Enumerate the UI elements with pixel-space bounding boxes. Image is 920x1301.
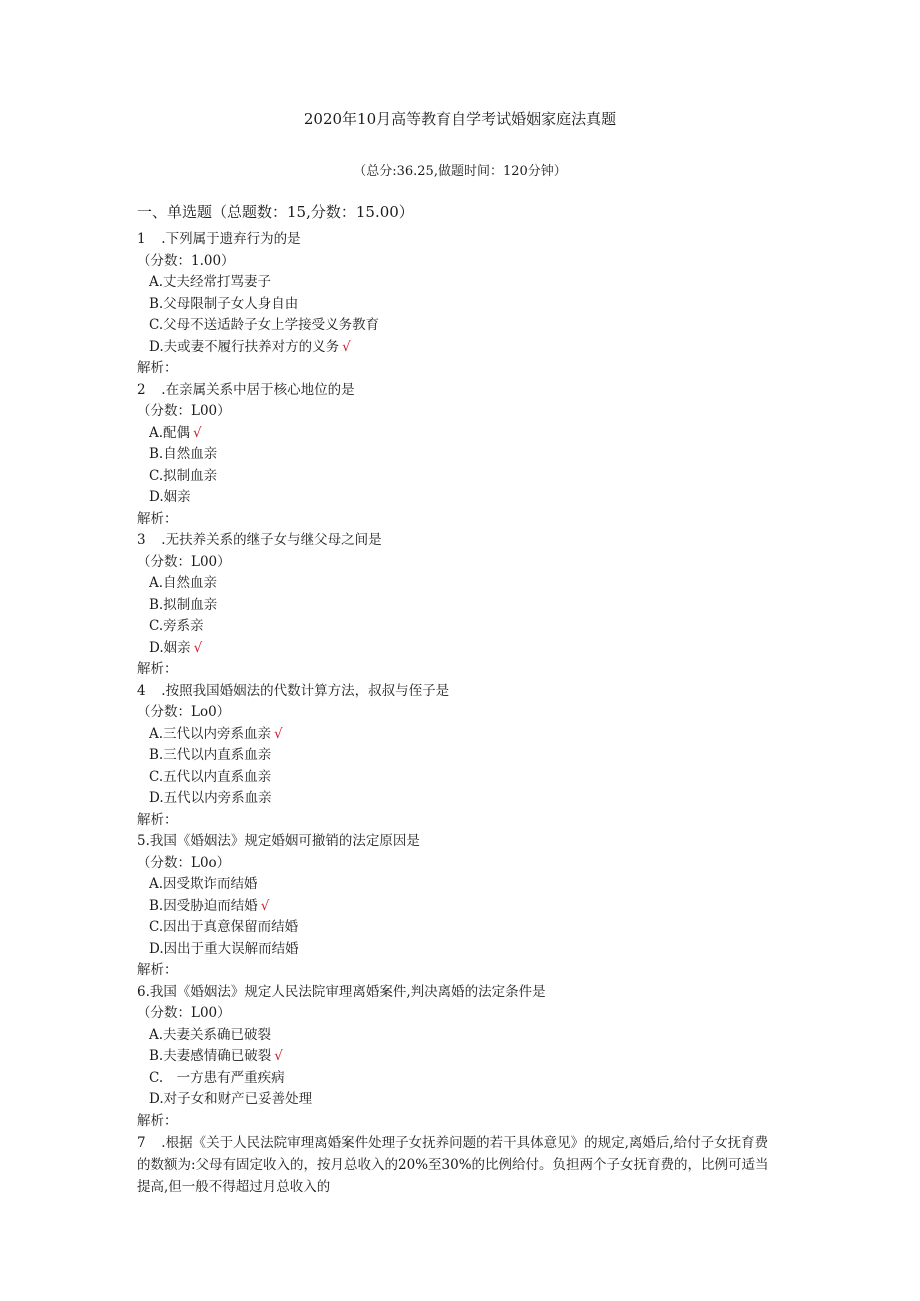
question-item [137, 681, 777, 832]
answer-option [137, 638, 777, 660]
question-score: （分数：L00） [137, 553, 231, 570]
option-text: C. 一方患有严重疾病 [149, 1069, 285, 1086]
question-stem [137, 530, 777, 552]
answer-option [137, 874, 777, 896]
question-item [137, 982, 777, 1133]
answer-option [137, 616, 777, 638]
document-title: 2020年10月高等教育自学考试婚姻家庭法真题 [303, 110, 617, 128]
option-text: A.三代以内旁系血亲 [149, 725, 272, 742]
answer-option [137, 1068, 777, 1090]
answer-option [137, 1025, 777, 1047]
option-text: C.父母不送适龄子女上学接受义务教育 [149, 317, 380, 333]
answer-option [137, 939, 777, 961]
question-7 [137, 1132, 777, 1198]
option-text: D.因出于重大误解而结婚 [149, 940, 299, 957]
answer-option [137, 337, 777, 359]
option-text: B.父母限制子女人身自由 [149, 295, 299, 312]
answer-option [137, 444, 777, 466]
answer-option [137, 896, 777, 918]
answer-option [137, 315, 777, 337]
option-text: D.对子女和财产已妥善处理 [149, 1091, 313, 1107]
question-number: 3 [137, 532, 146, 548]
option-text: A.丈夫经常打骂妻子 [149, 274, 272, 290]
option-text: A.配偶 [149, 424, 191, 441]
option-text: A.因受欺诈而结婚 [149, 876, 258, 892]
option-text: D.五代以内旁系血亲 [149, 790, 272, 806]
correct-answer-check-icon: √ [274, 1048, 283, 1064]
question-list [137, 229, 777, 1198]
question-item [137, 229, 777, 380]
option-text: C.因出于真意保留而结婚 [149, 919, 299, 935]
option-text: B.因受胁迫而结婚 [149, 897, 258, 914]
answer-option [137, 573, 777, 595]
document-subtitle: （总分:36.25,做题时间：120分钟） [353, 164, 567, 179]
option-text: B.三代以内直系血亲 [149, 747, 272, 763]
answer-option [137, 272, 777, 294]
answer-option [137, 294, 777, 316]
correct-answer-check-icon: √ [193, 639, 203, 656]
option-text: C.旁系亲 [149, 618, 204, 634]
question-score: （分数：L00） [137, 403, 231, 419]
correct-answer-check-icon: √ [274, 725, 283, 742]
question-text: .无扶养关系的继子女与继父母之间是 [157, 532, 382, 548]
question-text: .在亲属关系中居于核心地位的是 [157, 381, 355, 398]
answer-option [137, 1089, 777, 1111]
option-text: D.姻亲 [149, 639, 191, 656]
question-item [137, 530, 777, 681]
answer-option [137, 466, 777, 488]
question-number: 1 [137, 231, 146, 247]
answer-option [137, 788, 777, 810]
question-text: .按照我国婚姻法的代数计算方法，叔叔与侄子是 [157, 682, 450, 699]
option-text: C.拟制血亲 [149, 467, 218, 484]
answer-option [137, 767, 777, 789]
question-number: 4 [137, 682, 146, 699]
correct-answer-check-icon: √ [342, 338, 351, 355]
question-stem [137, 831, 777, 853]
correct-answer-check-icon: √ [193, 424, 202, 441]
option-text: C.五代以内直系血亲 [149, 768, 272, 785]
analysis-label: 解析： [137, 510, 178, 527]
analysis-label: 解析： [137, 1112, 178, 1129]
option-text: B.拟制血亲 [149, 596, 218, 613]
option-text: B.自然血亲 [149, 446, 218, 462]
analysis-label: 解析： [137, 962, 178, 978]
question-number: 2 [137, 381, 146, 398]
question-text: 6.我国《婚姻法》规定人民法院审理离婚案件,判决离婚的法定条件是 [137, 983, 546, 1000]
option-text: B.夫妻感情确已破裂 [149, 1048, 272, 1064]
option-text: D.姻亲 [149, 489, 191, 505]
question-score: （分数：L0o） [137, 854, 231, 871]
correct-answer-check-icon: √ [260, 897, 270, 914]
answer-option [137, 595, 777, 617]
option-text: D.夫或妻不履行扶养对方的义务 [149, 338, 340, 355]
question-text: .根据《关于人民法院审理离婚案件处理子女抚养问题的若干具体意见》的规定,离婚后,给付子女抚育费的数额为:父母有固定收入的，按月总收入的20%至30%的比例给付。负担两个子女抚育费的，比例可适当提高,但一般不得超过月总收入的 [137, 1135, 769, 1195]
answer-option [137, 917, 777, 939]
answer-option [137, 1046, 777, 1068]
question-score: （分数：L00） [137, 1005, 231, 1021]
analysis-label: 解析： [137, 661, 178, 677]
question-text: 5.我国《婚姻法》规定婚姻可撤销的法定原因是 [137, 833, 420, 849]
analysis-label: 解析： [137, 360, 178, 376]
answer-option [137, 745, 777, 767]
question-stem [137, 982, 777, 1004]
answer-option [137, 487, 777, 509]
section-heading: 一、单选题（总题数：15,分数：15.00） [137, 203, 414, 221]
analysis-label: 解析： [137, 811, 178, 828]
option-text: A.夫妻关系确已破裂 [149, 1026, 272, 1043]
question-item [137, 831, 777, 982]
answer-option [137, 423, 777, 445]
question-text: .下列属于遗弃行为的是 [157, 231, 301, 247]
question-score: （分数：Lo0） [137, 704, 231, 720]
answer-option [137, 724, 777, 746]
option-text: A.自然血亲 [149, 575, 218, 591]
question-item [137, 380, 777, 531]
question-number: 7 [137, 1135, 146, 1151]
question-score: （分数：1.00） [137, 252, 235, 269]
question-stem [137, 681, 777, 703]
question-stem [137, 229, 777, 251]
question-stem [137, 380, 777, 402]
